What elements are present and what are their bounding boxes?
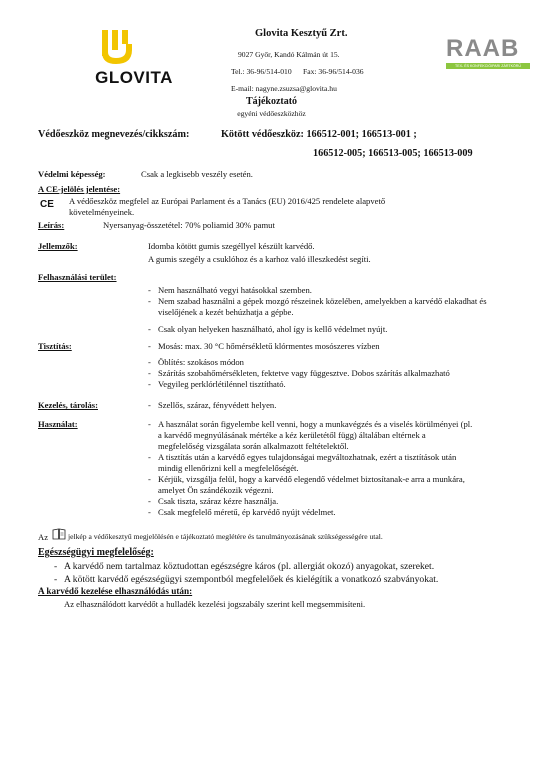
list-item: - Kérjük, vizsgálja felül, hogy a karvédő elegendő védelmet biztosítanak-e arra a munkára, amelyet Ön szándékozik végezni. [148, 474, 473, 496]
book-note-prefix: Az [38, 532, 49, 542]
protection-label: Védelmi képesség: [38, 169, 106, 179]
health-list [54, 561, 524, 586]
raab-tagline: TEX- ÉS KONFEKCIÓIPARI ZÁRTKÖRŰ [446, 63, 530, 69]
glovita-logo [74, 28, 194, 92]
open-book-icon [52, 528, 66, 540]
list-item: - Nem használható vegyi hatásokkal szemben. [148, 285, 488, 296]
features-line1: Idomba kötött gumis szegéllyel készült karvédő. [148, 241, 315, 251]
description-label: Leírás: [38, 220, 65, 230]
list-item: - Mosás: max. 30 °C hőmérsékletű klórmentes mosószeres vízben [148, 341, 493, 352]
disposal-label: A karvédő kezelése elhasználódás után: [38, 586, 193, 596]
list-item: - A tisztítás után a karvédő egyes tulajdonságai megváltozhatnak, ezért a tisztítások után mindig ellenőrizni kell a megfelelőségét. [148, 452, 473, 474]
usage-area-label: Felhasználási terület: [38, 272, 117, 282]
company-name: Glovita Kesztyű Zrt. [255, 28, 348, 39]
glovita-logo-icon [74, 28, 194, 68]
features-line2: A gumis szegély a csuklóhoz és a karhoz való illeszkedést segíti. [148, 254, 371, 264]
storage-list [148, 400, 478, 411]
list-item: - A használat során figyelembe kell venni, hogy a munkavégzés és a viselés körülményei (pl. a karvédő megnyúlásának mértéke a kéz kerületétől függ) általában eltérnek a megfelelőség vizsgálata során alkalmazott feltételektől. [148, 419, 473, 452]
health-label: Egészségügyi megfelelőség: [38, 547, 154, 558]
list-item: - Nem szabad használni a gépek mozgó részeinek közelében, amelyekben a karvédő elakadhat és viselőjének a kezét behúzhatja a gépbe. [148, 296, 488, 318]
use-list [148, 419, 473, 518]
cleaning-label: Tisztítás: [38, 341, 72, 351]
raab-logo-text: RAAB [446, 35, 520, 62]
features-label: Jellemzők: [38, 241, 78, 251]
page-subtitle: egyéni védőeszközhöz [237, 109, 306, 118]
ce-mark-icon: CE [40, 199, 54, 210]
product-label: Védőeszköz megnevezés/cikkszám: [38, 129, 190, 140]
list-item: - Vegyileg perklórlétilénnel tisztítható. [148, 379, 493, 390]
list-item: - Csak megfelelő méretű, ép karvédő nyújt védelmet. [148, 507, 473, 518]
company-address: 9027 Győr, Kandó Kálmán út 15. [238, 50, 340, 59]
ce-label: A CE-jelölés jelentése: [38, 184, 121, 194]
ce-text-line1: A védőeszköz megfelel az Európai Parlament és a Tanács (EU) 2016/425 rendelete alapvető [69, 196, 386, 206]
glovita-logo-text: GLOVITA [95, 68, 173, 87]
disposal-value: Az elhasználódott karvédőt a hulladék kezelési jogszabály szerint kell megsemmisíteni. [64, 599, 366, 609]
list-item: - Csak olyan helyeken használható, ahol így is kellő védelmet nyújt. [148, 324, 488, 335]
description-value: Nyersanyag-összetétel: 70% poliamid 30% pamut [103, 220, 275, 230]
ce-text-line2: követelményeinek. [69, 207, 135, 217]
company-phone-fax: Tel.: 36-96/514-010 Fax: 36-96/514-036 [231, 67, 364, 76]
list-item: - Csak tiszta, száraz kézre használja. [148, 496, 473, 507]
list-item: - Szellős, száraz, fényvédett helyen. [148, 400, 478, 411]
company-email: E-mail: nagyne.zsuzsa@glovita.hu [231, 84, 337, 93]
usage-area-list [148, 285, 488, 335]
protection-value: Csak a legkisebb veszély esetén. [141, 169, 253, 179]
list-item: - A karvédő nem tartalmaz köztudottan egészségre káros (pl. allergiát okozó) anyagokat, szereket. [54, 561, 524, 574]
page-title: Tájékoztató [245, 96, 298, 107]
raab-logo [446, 36, 530, 76]
list-item: - Szárítás szobahőmérsékleten, fektetve vagy függesztve. Dobos szárítás alkalmazható [148, 368, 493, 379]
product-value-line2: 166512-005; 166513-005; 166513-009 [313, 148, 473, 159]
storage-label: Kezelés, tárolás: [38, 400, 98, 410]
book-note-text: jelkép a védőkesztyű megjelölésén e tájékoztató meglétére és tanulmányozásának szükségességére utal. [68, 532, 383, 541]
list-item: - A kötött karvédő egészségügyi szempontból megfelelőek és kielégítik a vonatkozó szabványokat. [54, 574, 524, 587]
list-item: - Öblítés: szokásos módon [148, 357, 493, 368]
use-label: Használat: [38, 419, 78, 429]
cleaning-list [148, 341, 493, 390]
product-value-line1: Kötött védőeszköz: 166512-001; 166513-001 ; [221, 129, 417, 140]
